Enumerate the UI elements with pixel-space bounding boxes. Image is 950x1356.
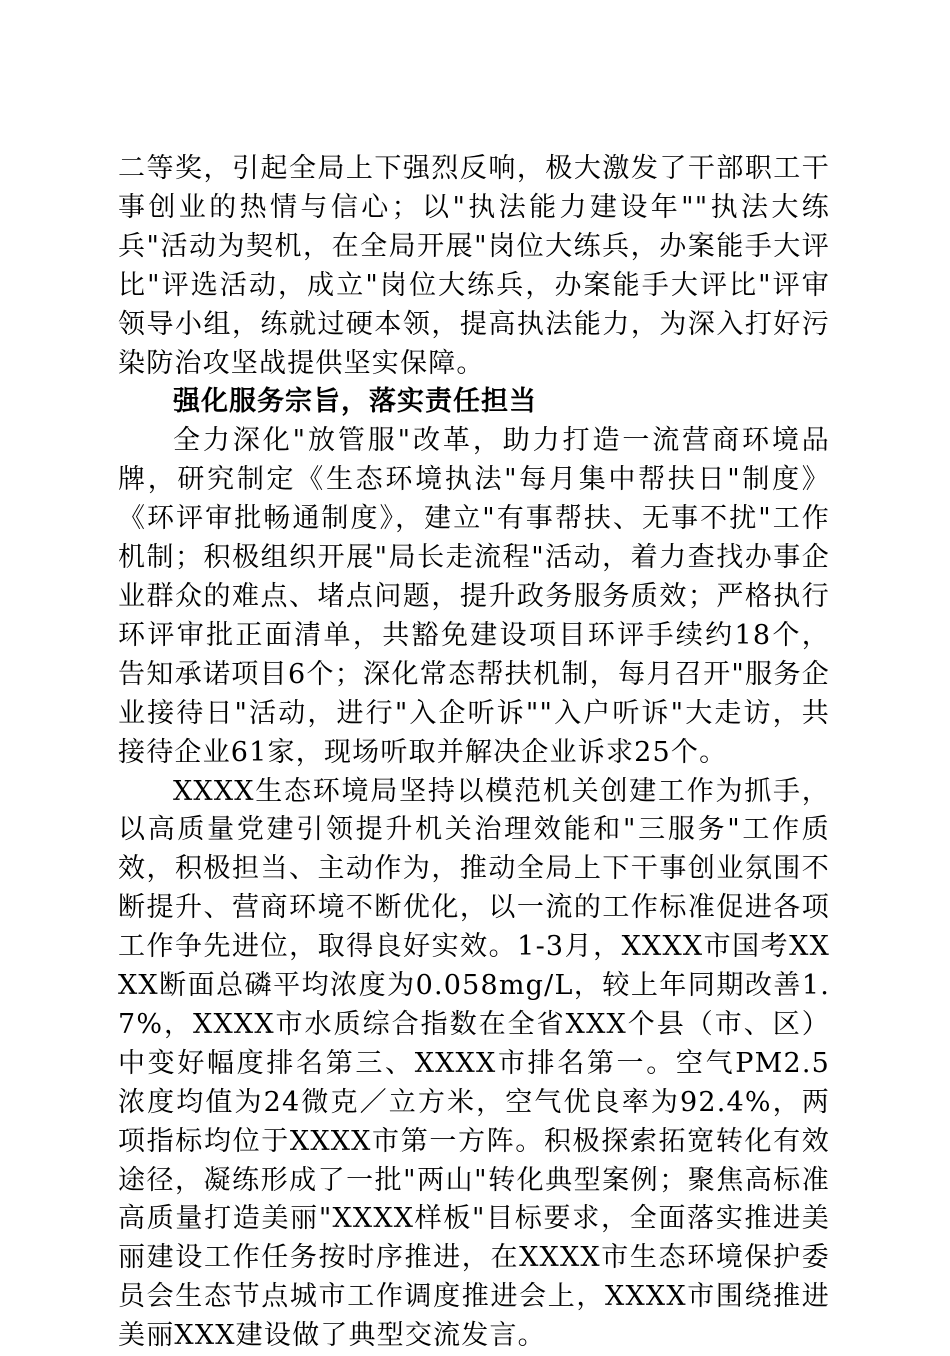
paragraph-service: 全力深化"放管服"改革，助力打造一流营商环境品牌，研究制定《生态环境执法"每月集中帮扶日"制度》《环评审批畅通制度》，建立"有事帮扶、无事不扰"工作机制；积极组织开展"局长走流程"活动，着力查找办事企业群众的难点、堵点问题，提升政务服务质效；严格执行环评审批正面清单，共豁免建设项目环评手续约18个，告知承诺项目6个；深化常态帮扶机制，每月召开"服务企业接待日"活动，进行"入企听诉""入户听诉"大走访，共接待企业61家，现场听取并解决企业诉求25个。	[118, 422, 830, 772]
paragraph-continuation: 二等奖，引起全局上下强烈反响，极大激发了干部职工干事创业的热情与信心；以"执法能力建设年""执法大练兵"活动为契机，在全局开展"岗位大练兵，办案能手大评比"评选活动，成立"岗位大练兵，办案能手大评比"评审领导小组，练就过硬本领，提高执法能力，为深入打好污染防治攻坚战提供坚实保障。	[118, 150, 830, 383]
section-heading: 强化服务宗旨，落实责任担当	[118, 383, 830, 422]
paragraph-results: XXXX生态环境局坚持以模范机关创建工作为抓手，以高质量党建引领提升机关治理效能和"三服务"工作质效，积极担当、主动作为，推动全局上下干事创业氛围不断提升、营商环境不断优化，以一流的工作标准促进各项工作争先进位，取得良好实效。1-3月，XXXX市国考XXXX断面总磷平均浓度为0.058mg/L，较上年同期改善1.7%，XXXX市水质综合指数在全省XXX个县（市、区）中变好幅度排名第三、XXXX市排名第一。空气PM2.5浓度均值为24微克／立方米，空气优良率为92.4%，两项指标均位于XXXX市第一方阵。积极探索拓宽转化有效途径，凝练形成了一批"两山"转化典型案例；聚焦高标准高质量打造美丽"XXXX样板"目标要求，全面落实推进美丽建设工作任务按时序推进，在XXXX市生态环境保护委员会生态节点城市工作调度推进会上，XXXX市围绕推进美丽XXX建设做了典型交流发言。	[118, 773, 830, 1356]
document-page	[118, 150, 830, 1356]
